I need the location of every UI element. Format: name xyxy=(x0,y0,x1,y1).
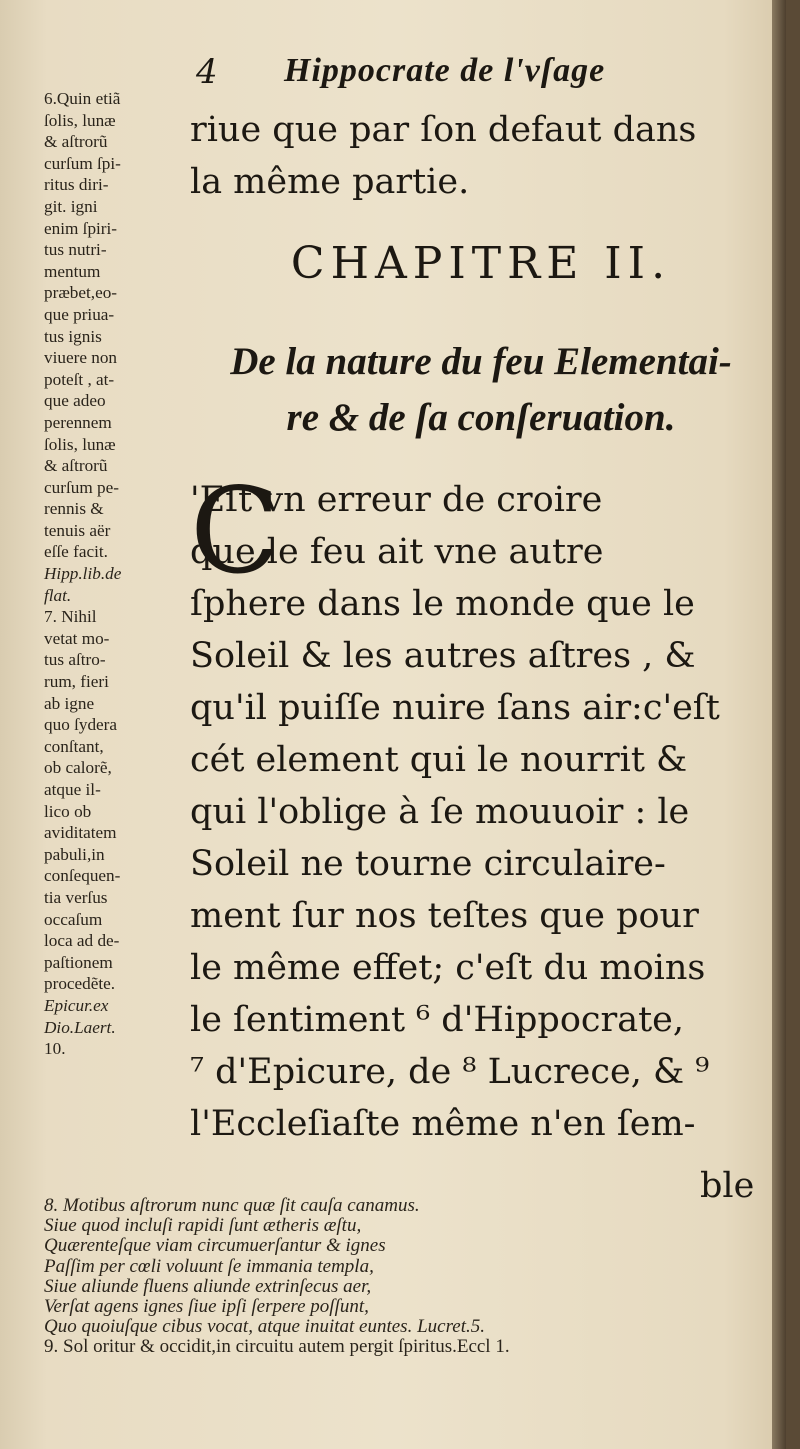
margin-note-line: paſtionem xyxy=(44,952,113,972)
body-line: qui l'oblige à ſe mouuoir : le xyxy=(190,792,690,832)
margin-note-line: rennis & xyxy=(44,499,104,519)
page-edge xyxy=(772,0,786,1449)
body-line: qu'il puiſſe nuire ſans air:c'eſt xyxy=(190,688,720,728)
footnote-line: Siue quod incluſi rapidi ſunt ætheris æſtu, xyxy=(44,1215,362,1237)
margin-note-line: 6.Quin etiã xyxy=(44,89,121,108)
margin-note-line: que priua- xyxy=(44,304,115,324)
margin-note-line: præbet,eo- xyxy=(44,283,118,303)
margin-note-line: lico ob xyxy=(44,801,92,821)
subtitle-line: re & de ſa conſeruation. xyxy=(286,396,676,439)
margin-note-line: Hipp.lib.de xyxy=(44,564,122,584)
body-line: l'Eccleſiaſte même n'en ſem- xyxy=(190,1104,696,1144)
margin-note-line: ſolis, lunæ xyxy=(44,434,116,454)
running-title: Hippocrate de l'vſage xyxy=(284,52,606,89)
margin-note-line: & aſtrorũ xyxy=(44,456,108,476)
margin-note-line: poteſt , at- xyxy=(44,369,115,389)
margin-note-line: vetat mo- xyxy=(44,628,110,648)
margin-note-line: ſolis, lunæ xyxy=(44,110,116,130)
margin-note-line: ob calorẽ, xyxy=(44,758,112,778)
margin-note-line: Epicur.ex xyxy=(44,995,109,1015)
body-line: que le feu ait vne autre xyxy=(190,532,604,572)
margin-note-line: viuere non xyxy=(44,348,118,368)
margin-note-line: 7. Nihil xyxy=(44,607,97,627)
footnote-line: 9. Sol oritur & occidit,in circuitu autem pergit ſpiritus.Eccl 1. xyxy=(44,1336,510,1358)
footnote-line: 8. Motibus aſtrorum nunc quæ ſit cauſa canamus. xyxy=(44,1195,420,1216)
body-line: cét element qui le nourrit & xyxy=(190,740,688,780)
margin-note-line: flat. xyxy=(44,585,72,605)
body-line: ⁷ d'Epicure, de ⁸ Lucrece, & ⁹ xyxy=(190,1052,710,1092)
body-line: Soleil ne tourne circulaire- xyxy=(190,844,666,884)
margin-note-line: conſtant, xyxy=(44,736,104,756)
margin-note-line: loca ad de- xyxy=(44,931,120,951)
body-line: le ſentiment ⁶ d'Hippocrate, xyxy=(190,1000,685,1040)
body-line: ſphere dans le monde que le xyxy=(190,584,695,624)
margin-note-line: Dio.Laert. xyxy=(44,1017,116,1037)
margin-note-line: perennem xyxy=(44,412,112,432)
margin-note-line: tia verſus xyxy=(44,887,108,907)
margin-note-line: aviditatem xyxy=(44,823,117,843)
body-line: Soleil & les autres aſtres , & xyxy=(190,636,696,676)
body-line: 'Eſt vn erreur de croire xyxy=(190,480,603,520)
margin-note-line: git. igni xyxy=(44,196,98,216)
margin-note-line: enim ſpiri- xyxy=(44,218,118,238)
page-number: 4 xyxy=(196,52,218,92)
subtitle-line: De la nature du feu Elementai- xyxy=(230,340,732,383)
body-line: riue que par ſon defaut dans xyxy=(190,110,697,150)
margin-note-line: rum, fieri xyxy=(44,672,109,692)
margin-note-line: tus aſtro- xyxy=(44,650,106,670)
margin-note-line: curſum ſpi- xyxy=(44,153,121,173)
footnote-line: Siue aliunde fluens aliunde extrinſecus aer, xyxy=(44,1275,372,1297)
margin-note-line: mentum xyxy=(44,261,101,281)
body-line: la même partie. xyxy=(190,162,470,202)
margin-note-line: eſſe facit. xyxy=(44,542,108,562)
footnote-line: Paſſim per cœli voluunt ſe immania templa, xyxy=(44,1255,374,1277)
margin-note-line: ab igne xyxy=(44,693,95,713)
margin-note-line: ritus diri- xyxy=(44,175,109,195)
chapter-heading: CHAPITRE II. xyxy=(290,238,672,289)
margin-note-line: occaſum xyxy=(44,909,103,929)
margin-note-line: tenuis aër xyxy=(44,520,111,540)
margin-note-line: & aſtrorũ xyxy=(44,132,108,152)
chapter-subtitle xyxy=(190,334,772,446)
drop-cap: C xyxy=(190,462,281,600)
margin-note-line: conſequen- xyxy=(44,866,121,886)
catchword: ble xyxy=(700,1166,755,1206)
body-line: ment ſur nos teſtes que pour xyxy=(190,896,699,936)
footnote-line: Quærenteſque viam circumuerſantur & ignes xyxy=(44,1235,386,1257)
margin-note-line: tus ignis xyxy=(44,326,102,346)
running-head xyxy=(196,52,756,100)
body-text-main xyxy=(190,462,772,1150)
body-text-top xyxy=(190,104,772,208)
margin-note-line: que adeo xyxy=(44,391,106,411)
margin-note-line: procedẽte. xyxy=(44,974,116,994)
margin-note-line: tus nutri- xyxy=(44,240,107,260)
footnotes xyxy=(44,1196,778,1358)
margin-note-line: atque il- xyxy=(44,780,101,799)
margin-notes xyxy=(44,88,178,1060)
footnote-line: Quo quoiuſque cibus vocat, atque inuitat euntes. Lucret.5. xyxy=(44,1316,485,1338)
margin-note-line: curſum pe- xyxy=(44,477,119,497)
footnote-line: Verſat agens ignes ſiue ipſi ſerpere poſſunt, xyxy=(44,1295,369,1317)
margin-note-line: quo ſydera xyxy=(44,715,118,735)
margin-note-line: 10. xyxy=(44,1039,66,1059)
body-line: le même effet; c'eſt du moins xyxy=(190,948,706,988)
margin-note-line: pabuli,in xyxy=(44,844,105,864)
